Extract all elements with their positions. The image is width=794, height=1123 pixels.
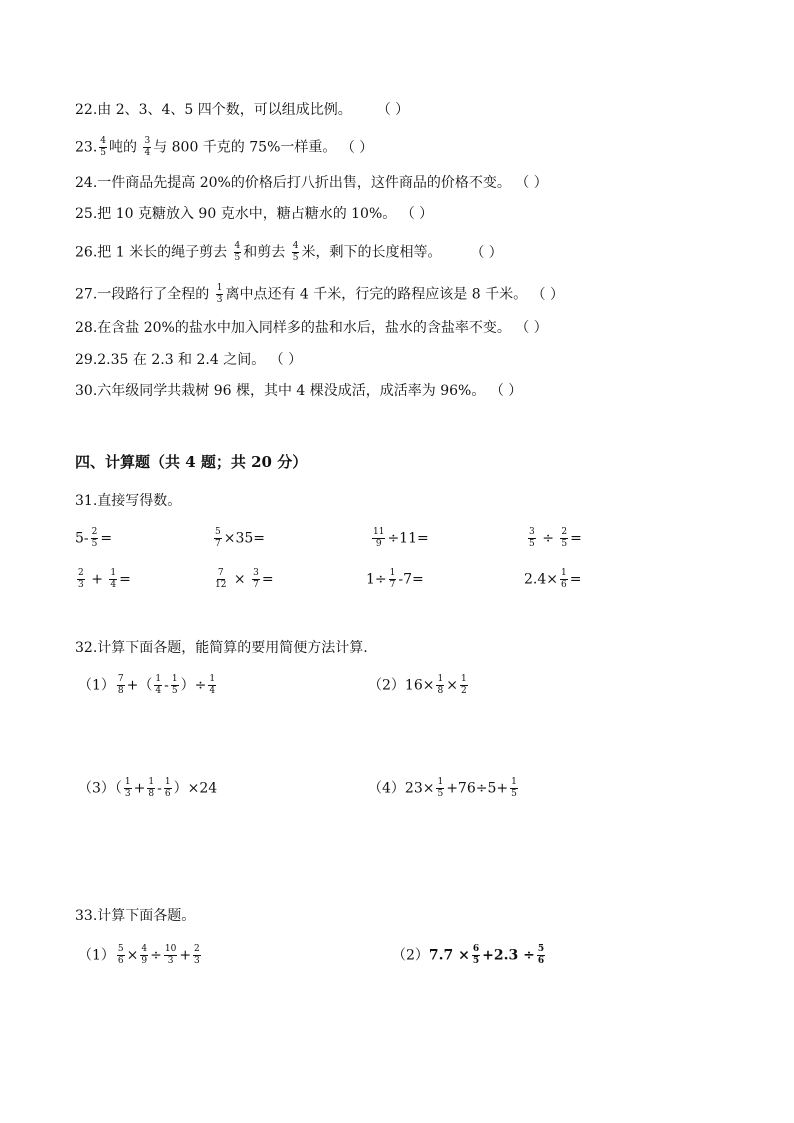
calc-problem-2 — [392, 944, 547, 967]
math-text: - — [157, 780, 162, 797]
denominator: 5 — [234, 253, 241, 263]
math-text: ×35= — [223, 530, 266, 547]
calc-item — [75, 527, 112, 550]
denominator: 8 — [437, 686, 444, 696]
question-30 — [75, 381, 522, 401]
numerator: 1 — [155, 674, 162, 684]
calc-item — [366, 568, 424, 591]
question-text: 米，剩下的长度相等。 — [301, 244, 442, 261]
fraction — [528, 527, 536, 550]
denominator: 3 — [78, 580, 84, 590]
denominator: 4 — [144, 148, 151, 158]
numerator: 1 — [460, 674, 467, 684]
question-text: 吨的 — [109, 139, 137, 156]
fraction — [99, 136, 107, 159]
denominator: 3 — [167, 956, 174, 966]
denominator: 7 — [215, 539, 221, 549]
denominator: 5 — [561, 539, 568, 549]
denominator: 8 — [117, 686, 124, 696]
denominator: 9 — [375, 539, 382, 549]
fraction — [234, 241, 242, 264]
numerator: 2 — [91, 527, 98, 537]
math-text: （3） — [78, 780, 115, 797]
fraction — [537, 944, 545, 967]
math-text: = — [569, 571, 582, 588]
answer-blank[interactable]: （ ） — [531, 286, 564, 303]
denominator: 3 — [194, 956, 200, 966]
question-22-text: 22.由 2、3、4、5 四个数，可以组成比例。 — [75, 102, 352, 118]
math-text: （2） — [392, 947, 429, 964]
math-text: +2.3 ÷ — [482, 947, 535, 964]
fraction — [117, 674, 125, 697]
numerator: 3 — [529, 527, 535, 537]
numerator: 2 — [561, 527, 568, 537]
denominator: 12 — [215, 580, 227, 590]
fraction — [460, 674, 468, 697]
denominator: 5 — [511, 789, 517, 799]
answer-blank[interactable]: （ ） — [470, 244, 503, 261]
numerator: 1 — [171, 674, 178, 684]
fraction — [372, 527, 385, 550]
denominator: 3 — [216, 295, 223, 305]
question-32-title: 32.计算下面各题，能简算的要用简便方法计算. — [75, 640, 368, 656]
math-text: 2.4× — [524, 571, 558, 588]
question-29-text: 29.2.35 在 2.3 和 2.4 之间。 — [75, 352, 266, 368]
math-text: （ — [114, 780, 122, 797]
numerator: 4 — [100, 136, 106, 146]
fraction — [560, 568, 568, 591]
calc-item — [524, 568, 581, 591]
question-text: 离中点还有 4 千米，行完的路程应该是 8 千米。 — [225, 286, 528, 303]
denominator: 5 — [171, 686, 178, 696]
numerator: 1 — [110, 568, 117, 578]
fraction — [193, 944, 201, 967]
question-25 — [75, 204, 433, 224]
denominator: 6 — [164, 789, 171, 799]
numerator: 6 — [472, 944, 480, 954]
fraction — [143, 136, 151, 159]
math-text: （4） — [368, 780, 405, 797]
math-text: +76÷5+ — [446, 780, 509, 797]
math-text: = — [261, 571, 274, 588]
math-text: 5- — [75, 530, 89, 547]
numerator: 3 — [253, 568, 259, 578]
numerator: 3 — [144, 136, 151, 146]
fraction — [472, 944, 480, 967]
denominator: 5 — [100, 148, 106, 158]
fraction — [124, 777, 132, 800]
fraction — [171, 674, 179, 697]
numerator: 11 — [373, 527, 385, 537]
numerator: 1 — [164, 777, 171, 787]
numerator: 1 — [216, 283, 223, 293]
numerator: 1 — [437, 777, 444, 787]
fraction — [216, 283, 224, 306]
question-text: 和剪去 — [243, 244, 286, 261]
math-text: （1） — [78, 947, 115, 964]
numerator: 1 — [561, 568, 567, 578]
denominator: 9 — [141, 956, 148, 966]
question-24 — [75, 173, 548, 193]
question-29 — [75, 350, 302, 370]
answer-blank[interactable]: （ ） — [400, 206, 434, 222]
math-text: = — [119, 571, 131, 588]
math-text: + — [133, 780, 146, 797]
math-text: + — [91, 571, 103, 588]
math-text: ÷11= — [387, 530, 429, 547]
fraction — [436, 674, 444, 697]
fraction — [292, 241, 300, 264]
denominator: 6 — [561, 580, 567, 590]
fraction — [214, 568, 227, 591]
numerator: 1 — [148, 777, 155, 787]
question-33-title: 33.计算下面各题。 — [75, 908, 196, 924]
math-text: -7= — [398, 571, 424, 588]
answer-blank[interactable]: （ ） — [515, 175, 548, 191]
fraction — [252, 568, 260, 591]
calc-item — [212, 527, 265, 550]
math-text: × — [446, 677, 458, 694]
fraction — [164, 944, 177, 967]
question-text: 27.一段路行了全程的 — [75, 286, 210, 303]
math-text: ÷ — [150, 947, 162, 964]
section-heading: 四、计算题（共 4 题；共 20 分） — [75, 453, 308, 471]
math-text: （1） — [78, 677, 115, 694]
denominator: 5 — [292, 253, 299, 263]
question-30-text: 30.六年级同学共栽树 96 棵，其中 4 棵没成活，成活率为 96%。 — [75, 383, 486, 399]
calc-problem-1 — [78, 674, 218, 697]
fraction — [389, 568, 397, 591]
math-text: +（ — [126, 677, 153, 694]
denominator: 8 — [148, 789, 155, 799]
fraction — [117, 944, 125, 967]
math-text: ）÷ — [180, 677, 207, 694]
denominator: 6 — [537, 956, 545, 966]
fraction — [560, 527, 568, 550]
math-text: ÷ — [542, 530, 554, 547]
numerator: 4 — [292, 241, 299, 251]
answer-blank[interactable]: （ ） — [340, 139, 374, 156]
denominator: 5 — [529, 539, 535, 549]
answer-blank[interactable]: （ ） — [269, 352, 303, 368]
math-text: = — [100, 530, 113, 547]
denominator: 3 — [124, 789, 131, 799]
denominator: 4 — [110, 580, 117, 590]
denominator: 4 — [155, 686, 162, 696]
math-text: - — [164, 677, 169, 694]
numerator: 7 — [217, 568, 224, 578]
question-25-text: 25.把 10 克糖放入 90 克水中，糖占糖水的 10%。 — [75, 206, 397, 222]
question-22 — [75, 100, 409, 120]
calc-item — [75, 568, 131, 591]
fraction — [214, 527, 222, 550]
calc-item — [526, 527, 582, 550]
numerator: 1 — [437, 674, 444, 684]
fraction — [436, 777, 444, 800]
question-text: 与 800 千克的 75%一样重。 — [153, 139, 337, 156]
math-text: × — [233, 571, 246, 588]
math-text: ）×24 — [173, 780, 218, 797]
question-23 — [75, 136, 373, 159]
math-text: 7.7 × — [428, 947, 470, 964]
calc-problem-4 — [368, 777, 520, 800]
numerator: 1 — [124, 777, 131, 787]
numerator: 4 — [234, 241, 241, 251]
denominator: 7 — [389, 580, 396, 590]
denominator: 5 — [91, 539, 98, 549]
denominator: 6 — [117, 956, 124, 966]
question-24-text: 24.一件商品先提高 20%的价格后打八折出售，这件商品的价格不变。 — [75, 175, 511, 191]
math-text: + — [179, 947, 192, 964]
fraction — [109, 568, 117, 591]
question-31-title: 31.直接写得数。 — [75, 493, 182, 509]
fraction — [208, 674, 216, 697]
math-text: （2） — [368, 677, 405, 694]
numerator: 4 — [141, 944, 148, 954]
fraction — [164, 777, 172, 800]
calc-problem-1 — [78, 944, 203, 967]
fraction — [510, 777, 518, 800]
numerator: 5 — [215, 527, 221, 537]
denominator: 5 — [472, 956, 480, 966]
numerator: 1 — [209, 674, 216, 684]
question-26 — [75, 241, 503, 264]
denominator: 2 — [460, 686, 467, 696]
denominator: 4 — [209, 686, 216, 696]
denominator: 7 — [253, 580, 259, 590]
numerator: 7 — [117, 674, 124, 684]
question-number: 23. — [75, 139, 98, 156]
denominator: 5 — [437, 789, 444, 799]
calc-problem-3 — [78, 777, 217, 800]
numerator: 1 — [389, 568, 396, 578]
question-text: 26.把 1 米长的绳子剪去 — [75, 244, 228, 261]
numerator: 5 — [117, 944, 124, 954]
calc-item — [370, 527, 429, 550]
fraction — [154, 674, 162, 697]
numerator: 2 — [194, 944, 200, 954]
question-28-text: 28.在含盐 20%的盐水中加入同样多的盐和水后，盐水的含盐率不变。 — [75, 320, 511, 336]
math-text: 1÷ — [366, 571, 387, 588]
math-text: 23× — [404, 780, 435, 797]
numerator: 1 — [511, 777, 517, 787]
numerator: 2 — [78, 568, 84, 578]
numerator: 10 — [164, 944, 177, 954]
fraction — [91, 527, 99, 550]
fraction — [140, 944, 148, 967]
math-text: 16× — [404, 677, 435, 694]
answer-blank[interactable]: （ ） — [376, 102, 410, 118]
answer-blank[interactable]: （ ） — [515, 320, 548, 336]
answer-blank[interactable]: （ ） — [489, 383, 523, 399]
calc-problem-2 — [368, 674, 470, 697]
fraction — [77, 568, 85, 591]
question-27 — [75, 283, 564, 306]
numerator: 5 — [537, 944, 545, 954]
fraction — [147, 777, 155, 800]
math-text: = — [570, 530, 582, 547]
calc-item — [212, 568, 274, 591]
math-text: × — [126, 947, 139, 964]
question-28 — [75, 318, 548, 338]
